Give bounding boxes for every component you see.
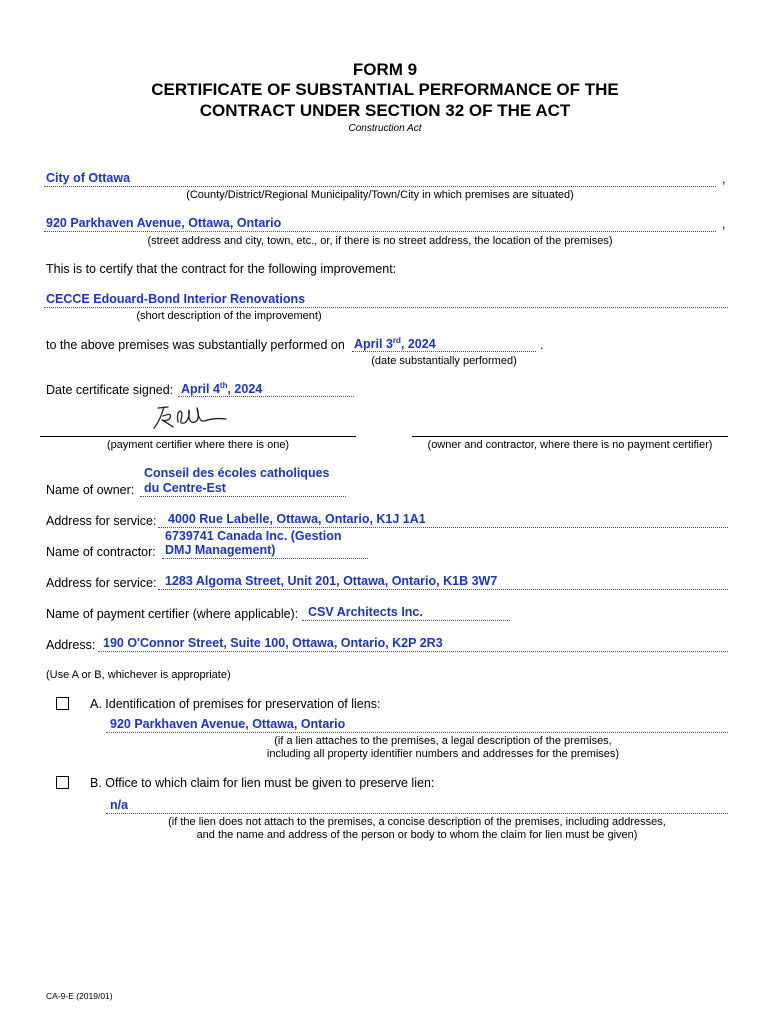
municipality-line xyxy=(44,186,716,187)
municipality-caption: (County/District/Regional Municipality/Town/City in which premises are situated) xyxy=(186,189,574,201)
performed-period: . xyxy=(540,338,544,352)
performed-date-main: April 3 xyxy=(354,337,393,352)
date-signed-label: Date certificate signed: xyxy=(46,383,174,397)
date-signed-main: April 4 xyxy=(181,382,220,397)
street-address-line xyxy=(44,231,716,232)
payment-certifier-signature-line xyxy=(40,436,356,437)
owner-name-line1[interactable]: Conseil des écoles catholiques xyxy=(144,466,330,480)
option-b-caption-line1: (if the lien does not attach to the premises, a concise description of the premises, including addresses, xyxy=(168,816,666,828)
street-address-caption: (street address and city, town, etc., or, if there is no street address, the location of the premises) xyxy=(147,235,613,247)
owner-name-line2[interactable]: du Centre-Est xyxy=(144,481,226,495)
municipality-field[interactable]: City of Ottawa xyxy=(46,171,131,185)
form-title-line2: CONTRACT UNDER SECTION 32 OF THE ACT xyxy=(199,101,571,120)
street-comma: , xyxy=(722,217,726,231)
act-name: Construction Act xyxy=(348,123,422,134)
form-title-line1: CERTIFICATE OF SUBSTANTIAL PERFORMANCE OF THE xyxy=(151,80,619,99)
contractor-address-line xyxy=(158,589,728,590)
owner-label: Name of owner: xyxy=(46,483,135,497)
form-code: CA-9-E (2019/01) xyxy=(46,991,113,1001)
performed-date-field[interactable] xyxy=(354,336,436,351)
contractor-address-field[interactable]: 1283 Algoma Street, Unit 201, Ottawa, Ontario, K1B 3W7 xyxy=(165,574,498,588)
date-signed-line xyxy=(178,396,354,397)
payment-certifier-field[interactable]: CSV Architects Inc. xyxy=(308,605,423,619)
signature-image xyxy=(148,402,232,432)
certify-text: This is to certify that the contract for the following improvement: xyxy=(46,262,397,276)
improvement-caption: (short description of the improvement) xyxy=(136,310,322,322)
payment-certifier-line xyxy=(302,620,510,621)
street-address-field[interactable]: 920 Parkhaven Avenue, Ottawa, Ontario xyxy=(46,216,282,230)
payment-certifier-signature-caption: (payment certifier where there is one) xyxy=(106,439,290,451)
contractor-name-line2[interactable]: DMJ Management) xyxy=(165,543,276,557)
date-signed-field[interactable] xyxy=(181,381,262,396)
option-a-premises-field[interactable]: 920 Parkhaven Avenue, Ottawa, Ontario xyxy=(110,717,346,731)
date-signed-suffix: th xyxy=(219,381,228,390)
contractor-name-line1[interactable]: 6739741 Canada Inc. (Gestion xyxy=(165,529,342,543)
owner-contractor-signature-line xyxy=(412,436,728,437)
owner-name-line xyxy=(140,496,346,497)
contractor-name-line xyxy=(162,558,368,559)
contractor-address-label: Address for service: xyxy=(46,576,157,590)
option-b-office-field[interactable]: n/a xyxy=(110,798,129,812)
performed-date-caption: (date substantially performed) xyxy=(371,355,517,367)
owner-contractor-signature-caption: (owner and contractor, where there is no payment certifier) xyxy=(427,439,713,451)
option-b-label: B. Office to which claim for lien must be given to preserve lien: xyxy=(90,776,435,790)
owner-address-label: Address for service: xyxy=(46,514,157,528)
use-a-or-b-note: (Use A or B, whichever is appropriate) xyxy=(46,669,231,681)
option-b-line xyxy=(106,813,728,814)
certifier-address-line xyxy=(98,651,728,652)
payment-certifier-label: Name of payment certifier (where applicable): xyxy=(46,607,299,621)
contractor-label: Name of contractor: xyxy=(46,545,156,559)
municipality-comma: , xyxy=(722,172,726,186)
option-a-caption-line2: including all property identifier numbers and addresses for the premises) xyxy=(266,748,620,760)
performed-label: to the above premises was substantially performed on xyxy=(46,338,345,352)
option-b-caption-line2: and the name and address of the person or body to whom the claim for lien must be given) xyxy=(196,829,638,841)
form-number: FORM 9 xyxy=(352,60,418,79)
owner-address-field[interactable]: 4000 Rue Labelle, Ottawa, Ontario, K1J 1A1 xyxy=(168,512,426,526)
performed-date-year: , 2024 xyxy=(400,337,436,352)
date-signed-year: , 2024 xyxy=(227,382,263,397)
option-a-label: A. Identification of premises for preservation of liens: xyxy=(90,697,381,711)
owner-address-line xyxy=(158,527,728,528)
option-b-checkbox[interactable] xyxy=(56,776,69,789)
option-a-caption-line1: (if a lien attaches to the premises, a legal description of the premises, xyxy=(274,735,612,747)
performed-date-suffix: rd xyxy=(392,336,401,345)
performed-date-line xyxy=(352,351,536,352)
improvement-line xyxy=(44,307,728,308)
certifier-address-field[interactable]: 190 O'Connor Street, Suite 100, Ottawa, Ontario, K2P 2R3 xyxy=(103,636,443,650)
option-a-line xyxy=(106,732,728,733)
certifier-address-label: Address: xyxy=(46,638,96,652)
improvement-field[interactable]: CECCE Edouard-Bond Interior Renovations xyxy=(46,292,306,306)
option-a-checkbox[interactable] xyxy=(56,697,69,710)
